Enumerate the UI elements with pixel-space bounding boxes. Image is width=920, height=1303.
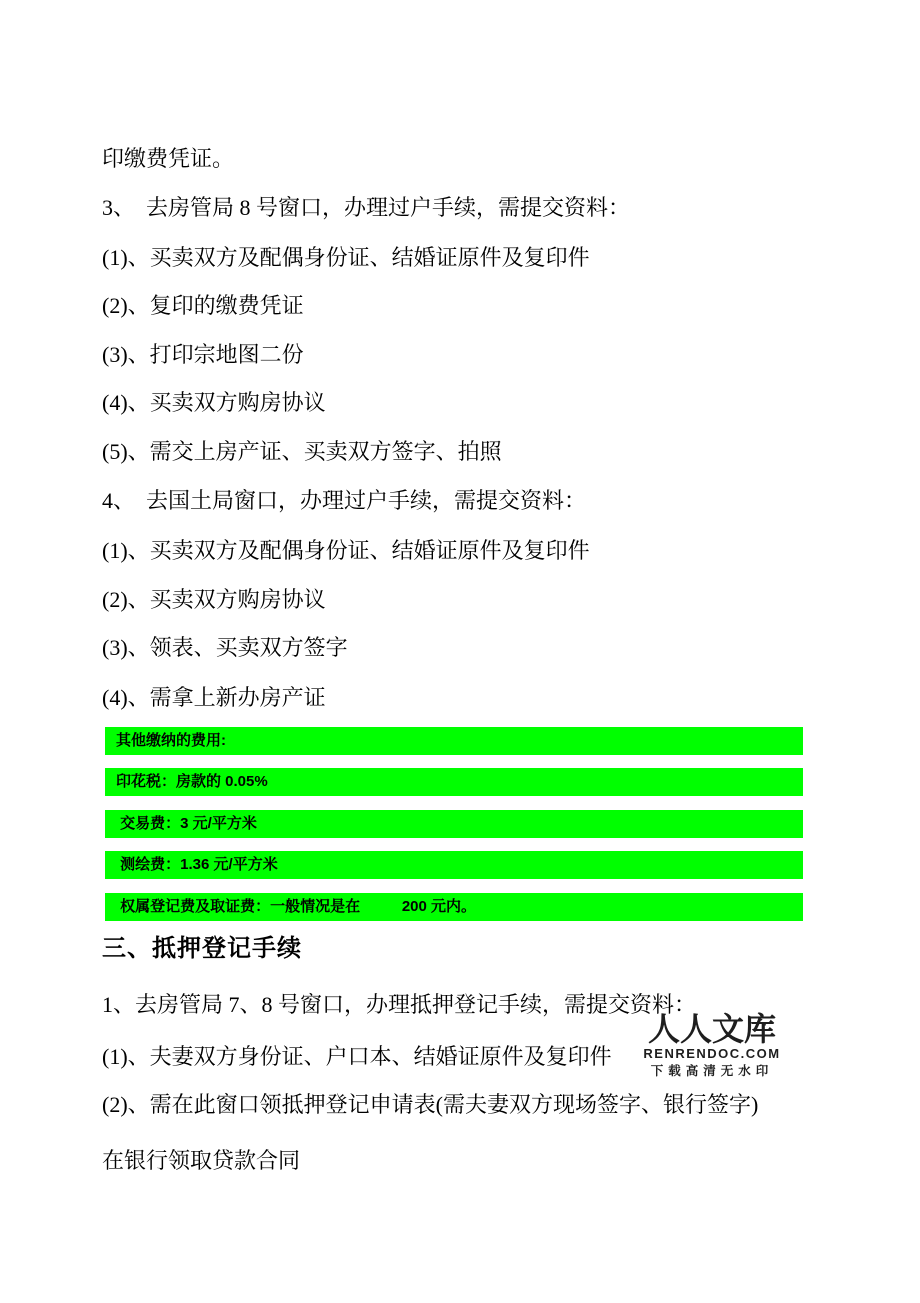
step4-item-4: (4)、需拿上新办房产证 <box>102 685 326 710</box>
step3-item-2: (2)、复印的缴费凭证 <box>102 293 304 318</box>
fee-row-stamp-tax <box>105 768 803 796</box>
watermark-domain: RENRENDOC.COM <box>643 1046 781 1061</box>
watermark-title: 人人文库 <box>647 1011 776 1047</box>
step4-item-1: (1)、买卖双方及配偶身份证、结婚证原件及复印件 <box>102 538 590 563</box>
watermark <box>643 1011 781 1078</box>
paragraph-intro: 印缴费凭证。 <box>102 146 235 171</box>
section-3-heading: 三、抵押登记手续 <box>102 936 302 962</box>
fee-row-other <box>105 727 803 755</box>
step4-item-3: (3)、领表、买卖双方签字 <box>102 635 348 660</box>
mortgage-item-2: (2)、需在此窗口领抵押登记申请表(需夫妻双方现场签字、银行签字) <box>102 1092 759 1117</box>
fee-row-surveying-fee-label: 测绘费：1.36 元/平方米 <box>116 856 278 873</box>
mortgage-note: 在银行领取贷款合同 <box>102 1148 301 1173</box>
fee-row-transaction-fee-label: 交易费：3 元/平方米 <box>116 815 257 832</box>
step3-item-3: (3)、打印宗地图二份 <box>102 342 304 367</box>
fee-row-transaction-fee <box>105 810 803 838</box>
watermark-tagline: 下载高清无水印 <box>650 1064 774 1078</box>
step3-item-4: (4)、买卖双方购房协议 <box>102 390 326 415</box>
mortgage-item-1: (1)、夫妻双方身份证、户口本、结婚证原件及复印件 <box>102 1044 612 1069</box>
step-3-heading: 3、 去房管局 8 号窗口，办理过户手续，需提交资料： <box>102 195 631 220</box>
step3-item-1: (1)、买卖双方及配偶身份证、结婚证原件及复印件 <box>102 245 590 270</box>
step4-item-2: (2)、买卖双方购房协议 <box>102 587 326 612</box>
step3-item-5: (5)、需交上房产证、买卖双方签字、拍照 <box>102 439 502 464</box>
fee-row-surveying-fee <box>105 851 803 879</box>
fee-row-registration-fee-label: 权属登记费及取证费：一般情况是在 200 元内。 <box>116 898 477 915</box>
step-4-heading: 4、 去国土局窗口，办理过户手续，需提交资料： <box>102 488 587 513</box>
mortgage-step-1: 1、去房管局 7、8 号窗口，办理抵押登记手续，需提交资料： <box>102 992 697 1017</box>
fee-row-registration-fee <box>105 893 803 921</box>
fee-row-stamp-tax-label: 印花税：房款的 0.05% <box>116 773 268 790</box>
fee-row-other-label: 其他缴纳的费用: <box>116 732 226 749</box>
